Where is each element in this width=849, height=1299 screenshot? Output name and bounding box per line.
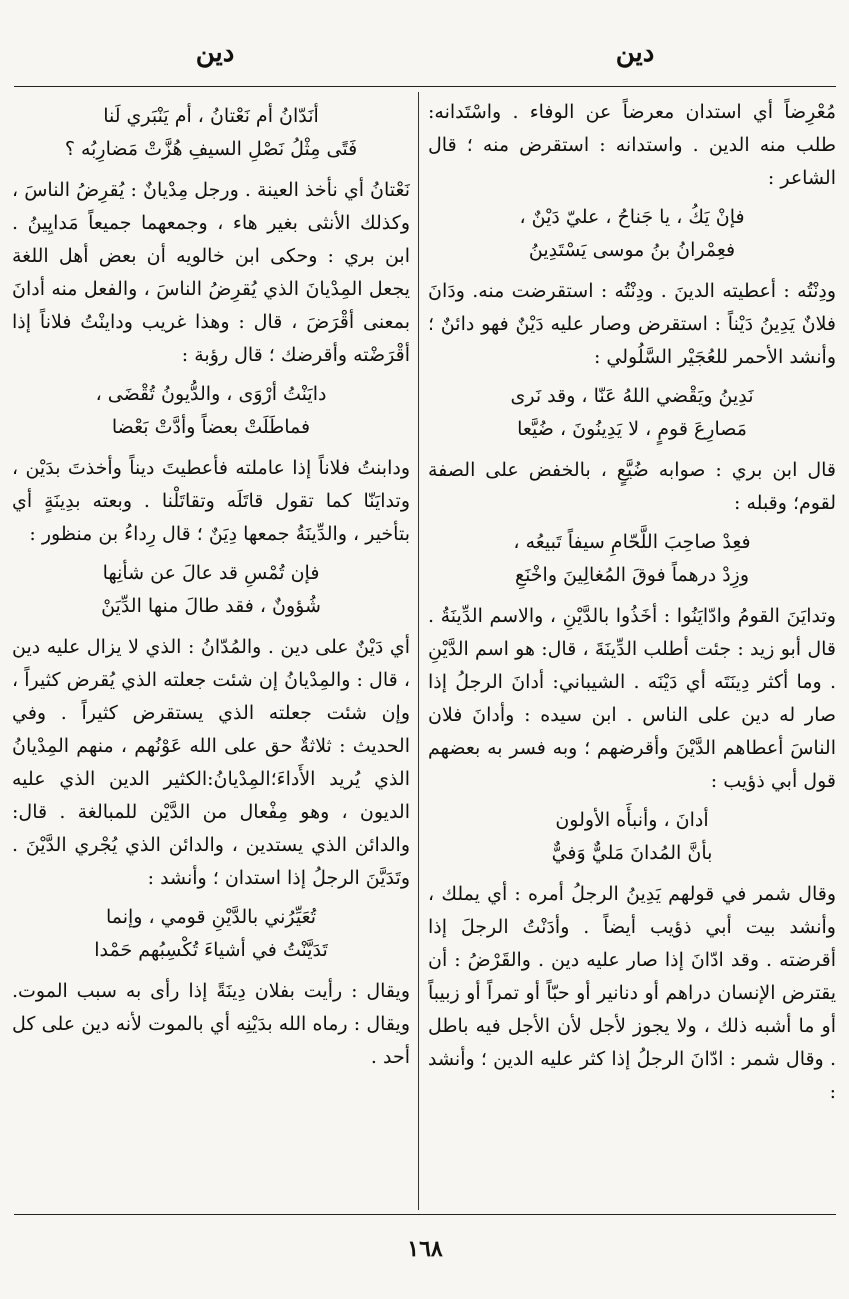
right-column bbox=[428, 96, 836, 1208]
paragraph: ودِنْتُه : أعطيته الدينَ . ودِنْتُه : استقرضت منه. ودَانَ فلانٌ يَدِينُ دَيْناً : استقرض وصار عليه دَيْنٌ فهو دائنٌ ؛ وأنشد الأحمر للعُجَيْر السَّلُولي : bbox=[428, 280, 836, 368]
paragraph: ويقال : رأيت بفلان دِينَةً إذا رأى به سبب الموت. ويقال : رماه الله بدَيْنِه أي بالموت لأنه دين على كل أحد . bbox=[12, 980, 410, 1068]
left-column bbox=[12, 96, 410, 1208]
verse bbox=[12, 100, 410, 166]
verse-line: فإن تُمْسِ قد عالَ عن شأنِها bbox=[102, 562, 320, 584]
paragraph: وتدايَنَ القومُ وادّايَنُوا : أخَذُوا بالدَّيْنِ ، والاسم الدِّينَةُ . قال أبو زيد : جئت أطلب الدِّينَةَ ، قال: هو اسم الدَّيْنِ . وما أكثر دِينَتَه أي دَيْنَه . الشيباني: أدانَ الرجلُ إذا صار له دين على الناس . ابن سيده : وأدانَ فلان الناسَ أعطاهم الدَّيْنَ وأقرضهم ؛ وبه فسر به بعضهم قول أبي ذؤيب : bbox=[428, 605, 836, 792]
verse bbox=[12, 557, 410, 623]
paragraph: ودابنتُ فلاناً إذا عاملته فأعطيتَ ديناً وأخذتَ بدَيْن ، وتدايَنّا كما تقول قاتَلَه وتقاتَلْنا . وبعته بدِينَةٍ أي بتأخير ، والدِّينَةُ جمعها دِيَنٌ ؛ قال رِداءُ بن منظور : bbox=[12, 457, 410, 545]
verse-line: مَصارِعَ قومٍ ، لا يَدِينُونَ ، ضُيَّعا bbox=[517, 418, 747, 440]
verse-line: أدانَ ، وأنبأَه الأولون bbox=[555, 809, 709, 831]
verse bbox=[428, 380, 836, 446]
verse-line: فعِدْ صاحِبَ اللَّحّامِ سيفاً تَبيعُه ، bbox=[513, 531, 751, 553]
footer-rule bbox=[14, 1214, 836, 1215]
verse bbox=[428, 201, 836, 267]
page-number: ١٦٨ bbox=[407, 1236, 443, 1262]
paragraph: وقال شمر في قولهم يَدِينُ الرجلُ أمره : أي يملك ، وأنشد بيت أبي ذؤيب أيضاً . وأدَنْتُ الرجلَ إذا أقرضته . وقد ادّانَ إذا صار عليه دين . والقَرْضُ : أن يقترض الإنسان دراهم أو دنانير أو حبّاً أو تمراً أو زبيباً أو ما أشبه ذلك ، ولا يجوز لأجل لأن الأجل فيه باطل . وقال شمر : ادّانَ الرجلُ إذا كثر عليه الدين ؛ وأنشد : bbox=[428, 883, 836, 1103]
paragraph: قال ابن بري : صوابه ضُيَّعٍ ، بالخفض على الصفة لقوم؛ وقبله : bbox=[428, 459, 836, 514]
verse-line: فَتًى مِثْلُ نَصْلِ السيفِ هُزَّتْ مَضارِبُه ؟ bbox=[64, 138, 358, 160]
verse-line: فعِمْرانُ بنُ موسى يَسْتَدِينُ bbox=[528, 239, 736, 261]
header-word-left: دين bbox=[195, 38, 235, 68]
verse-line: تَدَيَّنْتُ في أشياءَ تُكْسِبُهم حَمْدا bbox=[94, 939, 328, 961]
verse-line: أنَدّانُ أم نَعْتانُ ، أم يَنْبَري لَنا bbox=[103, 105, 319, 127]
verse bbox=[428, 526, 836, 592]
verse-line: وزِدْ درهماً فوقَ المُغالِينَ واخْنَعِ bbox=[514, 564, 750, 586]
header-word-right: دين bbox=[615, 38, 655, 68]
verse-line: نَدِينُ ويَقْضي اللهُ عَنّا ، وقد نَرى bbox=[510, 385, 754, 407]
verse-line: فإنْ يَكُ ، يا جَناحُ ، عليّ دَيْنٌ ، bbox=[519, 206, 745, 228]
paragraph: نَعْتانُ أي نأخذ العينة . ورجل مِدْيانٌ : يُقرِضُ الناسَ ، وكذلك الأنثى بغير هاء ، وجمعهما جميعاً مَدايِينُ . ابن بري : وحكى ابن خالويه أن بعض أهل اللغة يجعل المِدْيانَ الذي يُقرِضُ الناسَ ، والفعل منه أدانَ بمعنى أقْرَضَ ، قال : وهذا غريب وداينْتُ فلاناً إذا أقْرَضْته وأقرضك ؛ قال رؤبة : bbox=[12, 179, 410, 366]
verse-line: فماطَلَتْ بعضاً وأدَّتْ بَعْضا bbox=[111, 416, 311, 438]
paragraph: مُعْرِضاً أي استدان معرضاً عن الوفاء . واسْتَدانه: طلب منه الدين . واستدانه : استقرض منه ؛ قال الشاعر : bbox=[428, 101, 836, 189]
verse-line: دايَنْتُ أرْوَى ، والدُّيونُ تُقْضَى ، bbox=[95, 383, 327, 405]
verse-line: شُؤونٌ ، فقد طالَ منها الدِّيَنْ bbox=[101, 595, 321, 617]
verse-line: بأنَّ المُدانَ مَليٌّ وَفيٌّ bbox=[551, 842, 713, 864]
verse bbox=[428, 804, 836, 870]
verse bbox=[12, 378, 410, 444]
column-divider bbox=[418, 92, 419, 1210]
header-rule bbox=[14, 86, 836, 87]
verse-line: تُعَيِّرُني بالدَّيْنِ قومي ، وإنما bbox=[105, 906, 317, 928]
paragraph: أي دَيْنٌ على دين . والمُدّانُ : الذي لا يزال عليه دين ، قال : والمِدْيانُ إن شئت جعلته الذي يُقرض كثيراً ، وإن شئت جعلته الذي يستقرض كثيراً . وفي الحديث : ثلاثةٌ حق على الله عَوْنُهم ، منهم المِدْيانُ الذي يُريد الأَداءَ؛المِدْيانُ:الكثير الدين الذي عليه الديون ، وهو مِفْعال من الدَّيْن للمبالغة . قال: والدائن الذي يستدين ، والدائن الذي يُجْري الدَّيْنَ . وتَدَيَّنَ الرجلُ إذا استدان ؛ وأنشد : bbox=[12, 636, 410, 889]
verse bbox=[12, 901, 410, 967]
